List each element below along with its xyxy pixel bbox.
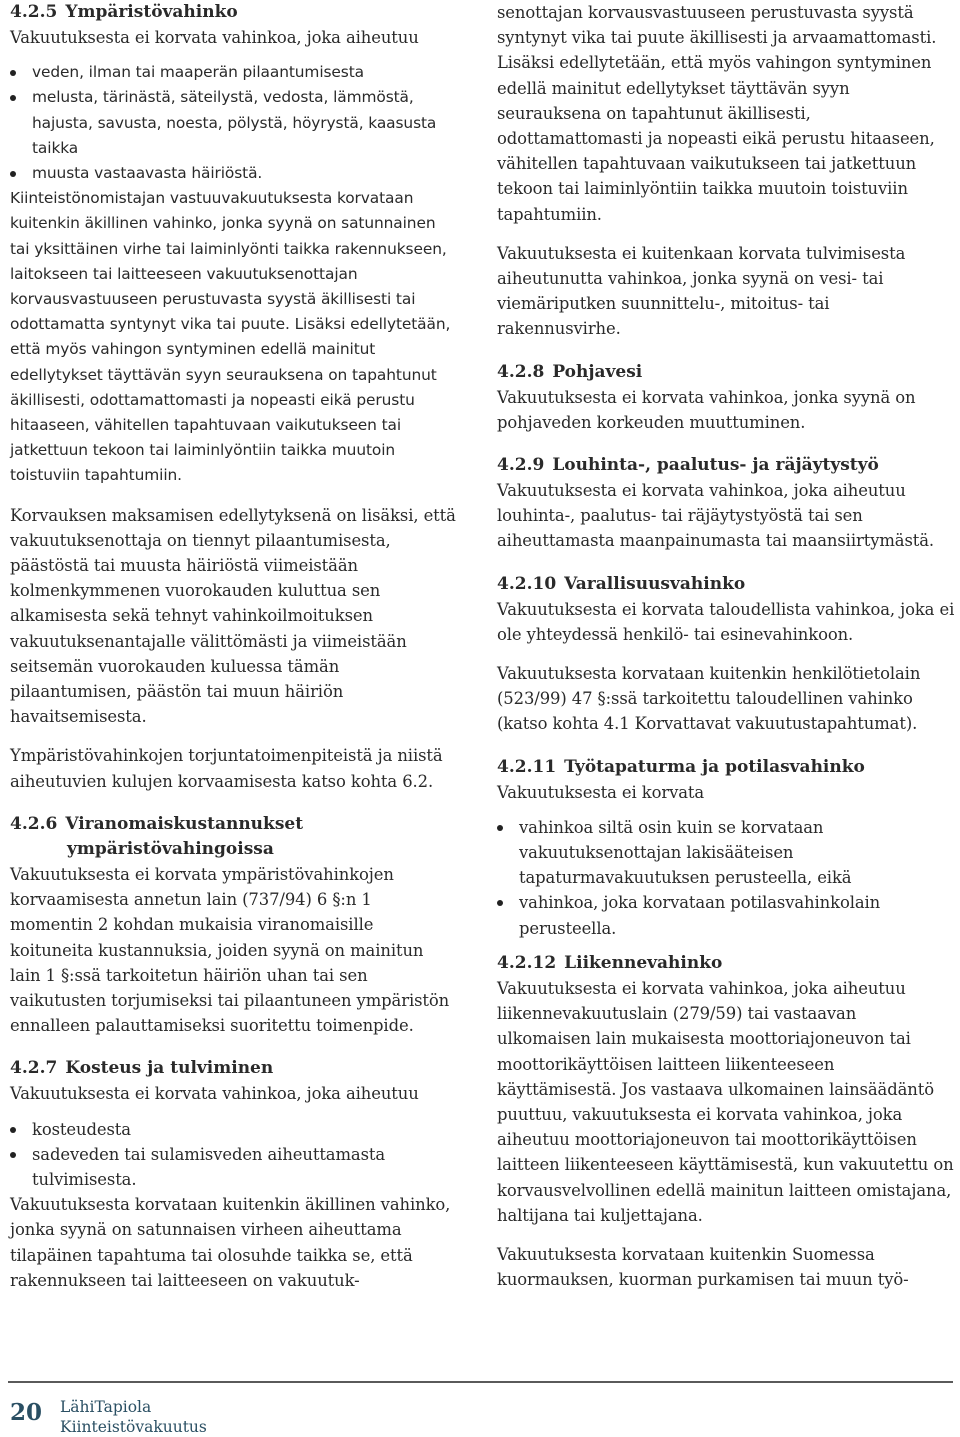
list-item: kosteudesta [10, 1117, 458, 1142]
bullet-icon [10, 70, 16, 76]
list-item: vahinkoa siltä osin kuin se korvataan vakuutuksenottajan lakisääteisen tapaturmavakuutuksen perusteella, eikä [497, 815, 955, 891]
section-4-2-12-title: 4.2.12 Liikennevahinko [497, 952, 723, 973]
list-item: muusta vastaavasta häiriöstä. [10, 161, 458, 186]
section-4-2-9-paragraph-1: Vakuutuksesta ei korvata vahinkoa, joka aiheutuu louhinta-, paalutus- tai räjäytystyöstä tai sen aiheuttamasta maanpainumasta tai maansiirtymästä. [497, 481, 935, 551]
section-4-2-12-paragraph-2: Vakuutuksesta korvataan kuitenkin Suomessa kuormauksen, kuorman purkamisen tai muun työ- [497, 1244, 909, 1290]
bullet-icon [497, 900, 503, 906]
section-4-2-8-paragraph-1: Vakuutuksesta ei korvata vahinkoa, jonka syynä on pohjaveden korkeuden muuttuminen. [497, 387, 916, 432]
section-4-2-11-intro: Vakuutuksesta ei korvata [497, 782, 705, 802]
section-4-2-7-intro: Vakuutuksesta ei korvata vahinkoa, joka aiheutuu [10, 1084, 419, 1104]
bullet-icon [10, 1127, 16, 1133]
list-item: melusta, tärinästä, säteilystä, vedosta, lämmöstä, hajusta, savusta, noesta, pölystä, höyrystä, kaasusta taikka [10, 85, 458, 161]
section-4-2-11-title: 4.2.11 Työtapaturma ja potilasvahinko [497, 756, 865, 777]
section-4-2-10-title: 4.2.10 Varallisuusvahinko [497, 573, 746, 594]
section-4-2-7-list [10, 1117, 458, 1193]
section-4-2-5-paragraph-3: Ympäristövahinkojen torjuntatoimenpiteistä ja niistä aiheutuvien kulujen korvaamisesta katso kohta 6.2. [10, 746, 443, 791]
bullet-icon [10, 95, 16, 101]
bullet-icon [497, 825, 503, 831]
footer-divider [8, 1381, 953, 1383]
brand-name: LähiTapiola [60, 1398, 152, 1416]
list-item: sadeveden tai sulamisveden aiheuttamasta tulvimisesta. [10, 1142, 458, 1192]
section-4-2-9-title: 4.2.9 Louhinta-, paalutus- ja räjäytystyö [497, 455, 879, 476]
section-4-2-8-title: 4.2.8 Pohjavesi [497, 361, 643, 382]
section-4-2-12-paragraph-1: Vakuutuksesta ei korvata vahinkoa, joka aiheutuu liikennevakuutuslain (279/59) tai vastaavan ulkomaisen lain mukaisesta moottoriajoneuvon tai moottorikäyttöisen laitteen liikenteeseen käyttämisestä. Jos vastaava ulkomainen lainsäädäntö puuttuu, vakuutuksesta ei korvata vahinkoa, joka aiheutuu moottoriajoneuvon tai moottorikäyttöisen laitteen liikenteeseen käyttämisestä, kun vakuutettu on korvausvelvollinen edellä mainitun laitteen omistajana, haltijana tai kuljettajana. [497, 978, 954, 1225]
brand-block [60, 1397, 207, 1437]
page-number: 20 [10, 1399, 43, 1426]
section-4-2-11-list [497, 815, 955, 941]
section-4-2-5-paragraph-1: Kiinteistönomistajan vastuuvakuutuksesta korvataan kuitenkin äkillinen vahinko, jonka syynä on satunnainen tai yksittäinen virhe tai laiminlyönti taikka rakennukseen, laitokseen tai laitteeseen vakuutuksenottajan korvausvastuuseen perustuvasta syystä äkillisesti tai odottamatta syntynyt vika tai puute. Lisäksi edellytetään, että myös vahingon syntyminen edellä mainitut edellytykset täyttävän syyn seurauksena on tapahtunut äkillisesti, odottamattomasti ja nopeasti eikä perustu hitaaseen, vähitellen tapahtuvaan vaikutukseen tai jatkettuun tekoon tai laiminlyöntiin taikka muutoin toistuviin tapahtumiin. [10, 189, 451, 485]
section-4-2-6-paragraph-1: Vakuutuksesta ei korvata ympäristövahinkojen korvaamisesta annetun lain (737/94) 6 §:n 1 momentin 2 kohdan mukaisia viranomaisille koituneita kustannuksia, joiden syynä on mainitun lain 1 §:ssä tarkoitetun häiriön uhan tai sen vaikutusten torjumiseksi tai pilaantuneen ympäristön ennalleen palauttamiseksi suoritettu toimenpide. [10, 864, 450, 1036]
section-4-2-6-title: 4.2.6 Viranomaiskustannukset ympäristövahingoissa [10, 813, 304, 859]
section-4-2-7-paragraph-1: Vakuutuksesta korvataan kuitenkin äkillinen vahinko, jonka syynä on satunnaisen virheen aiheuttama tilapäinen tapahtuma tai olosuhde taikka se, että rakennukseen tai laitteeseen on vakuutuk- [10, 1195, 451, 1290]
right-column [497, 0, 955, 1292]
section-4-2-7-paragraph-2: Vakuutuksesta ei kuitenkaan korvata tulvimisesta aiheutunutta vahinkoa, jonka syynä on vesi- tai viemäriputken suunnittelu-, mitoitus- tai rakennusvirhe. [497, 243, 906, 339]
brand-product: Kiinteistövakuutus [60, 1418, 207, 1436]
section-4-2-5-intro: Vakuutuksesta ei korvata vahinkoa, joka aiheutuu [10, 28, 419, 47]
section-4-2-5-title: 4.2.5 Ympäristövahinko [10, 2, 238, 22]
bullet-icon [10, 171, 16, 177]
list-item: veden, ilman tai maaperän pilaantumisesta [10, 60, 458, 85]
list-item: vahinkoa, joka korvataan potilasvahinkolain perusteella. [497, 890, 955, 940]
section-4-2-7-paragraph-1-continued: senottajan korvausvastuuseen perustuvasta syystä syntynyt vika tai puute äkillisesti ja arvaamattomasti. Lisäksi edellytetään, että myös vahingon syntyminen edellä mainitut edellytykset täyttävän syyn seurauksena on tapahtunut äkillisesti, odottamattomasti ja nopeasti eikä perustu hitaaseen, vähitellen tapahtuvaan vaikutukseen tai jatkettuun tekoon tai laiminlyöntiin taikka muutoin toistuviin tapahtumiin. [497, 3, 937, 224]
bullet-icon [10, 1152, 16, 1158]
left-column [10, 0, 458, 1293]
section-4-2-5-list [10, 60, 458, 186]
page-footer [0, 1381, 960, 1434]
section-4-2-10-paragraph-1: Vakuutuksesta ei korvata taloudellista vahinkoa, joka ei ole yhteydessä henkilö- tai esinevahinkoon. [497, 599, 955, 644]
section-4-2-5-paragraph-2: Korvauksen maksamisen edellytyksenä on lisäksi, että vakuutuksenottaja on tiennyt pilaantumisesta, päästöstä tai muusta häiriöstä viimeistään kolmenkymmenen vuorokauden kuluttua sen alkamisesta sekä tehnyt vahinkoilmoituksen vakuutuksenantajalle välittömästi ja viimeistään seitsemän vuorokauden kuluessa tämän pilaantumisen, päästön tai muun häiriön havaitsemisesta. [10, 505, 456, 727]
section-4-2-10-paragraph-2: Vakuutuksesta korvataan kuitenkin henkilötietolain (523/99) 47 §:ssä tarkoitettu taloudellinen vahinko (katso kohta 4.1 Korvattavat vakuutustapahtumat). [497, 664, 921, 734]
section-4-2-7-title: 4.2.7 Kosteus ja tulviminen [10, 1058, 274, 1079]
